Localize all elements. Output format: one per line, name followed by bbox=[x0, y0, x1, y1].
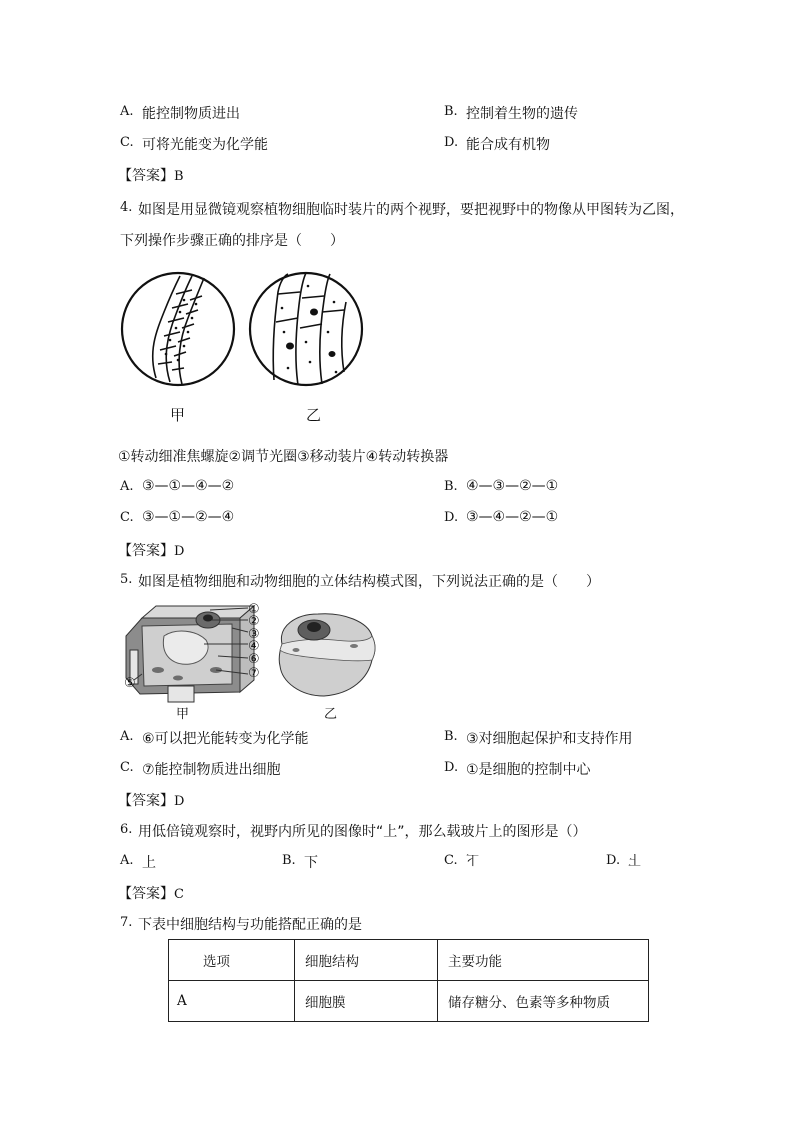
q4-option-c-letter: C. bbox=[120, 510, 134, 525]
q4-answer bbox=[118, 540, 184, 560]
q5-callout-5: ⑤ bbox=[124, 676, 136, 691]
q4-option-b-letter: B. bbox=[444, 479, 458, 494]
q5-number: 5. bbox=[120, 572, 133, 587]
q5-option-d-letter: D. bbox=[444, 760, 459, 775]
q6-option-b-letter: B. bbox=[282, 853, 296, 868]
q5-option-d: ①是细胞的控制中心 bbox=[466, 762, 591, 778]
q6-number: 6. bbox=[120, 822, 133, 837]
answer-label: 【答案】 bbox=[118, 543, 174, 559]
q4-option-d-letter: D. bbox=[444, 510, 459, 525]
q3-answer-value: B bbox=[174, 169, 184, 184]
q4-fig-right-label: 乙 bbox=[306, 406, 322, 424]
q7-number: 7. bbox=[120, 915, 133, 930]
q4-option-a: ③—①—④—② bbox=[142, 478, 235, 494]
q6-option-c-letter: C. bbox=[444, 853, 458, 868]
table-header-cell: 细胞结构 bbox=[295, 940, 438, 981]
q5-answer-value: D bbox=[174, 794, 185, 809]
q3-option-d: 能合成有机物 bbox=[466, 137, 550, 153]
q5-option-a-letter: A. bbox=[120, 729, 134, 744]
table-header-cell: 选项 bbox=[169, 940, 295, 981]
q3-option-b-letter: B. bbox=[444, 104, 458, 119]
microscope-field-figure bbox=[118, 272, 368, 392]
q5-callout-2: ② bbox=[248, 614, 260, 629]
q3-answer bbox=[118, 165, 184, 185]
q6-answer bbox=[118, 883, 184, 903]
q6-answer-value: C bbox=[174, 887, 184, 902]
table-row bbox=[169, 981, 649, 1022]
q5-fig-right-label: 乙 bbox=[324, 707, 338, 722]
q4-option-b: ④—③—②—① bbox=[466, 478, 559, 494]
q5-stem: 如图是植物细胞和动物细胞的立体结构模式图，下列说法正确的是（ ） bbox=[138, 574, 600, 590]
table-cell: A bbox=[169, 981, 295, 1022]
q4-answer-value: D bbox=[174, 544, 185, 559]
q3-option-b: 控制着生物的遗传 bbox=[466, 106, 578, 122]
q5-option-c: ⑦能控制物质进出细胞 bbox=[142, 762, 281, 778]
q3-option-c-letter: C. bbox=[120, 135, 134, 150]
q5-callout-3: ③ bbox=[248, 627, 260, 642]
q4-fig-left-label: 甲 bbox=[170, 406, 186, 424]
q4-steps: ①转动细准焦螺旋②调节光圈③移动装片④转动转换器 bbox=[118, 449, 449, 465]
q5-option-c-letter: C. bbox=[120, 760, 134, 775]
answer-label: 【答案】 bbox=[118, 793, 174, 809]
q6-option-c-glyph: 下 bbox=[466, 854, 480, 869]
q3-option-d-letter: D. bbox=[444, 135, 459, 150]
q5-callout-7: ⑦ bbox=[248, 666, 260, 681]
q6-option-d-letter: D. bbox=[606, 853, 621, 868]
q5-answer bbox=[118, 790, 184, 810]
answer-label: 【答案】 bbox=[118, 886, 174, 902]
q3-option-a-letter: A. bbox=[120, 104, 134, 119]
table-header-cell: 主要功能 bbox=[438, 940, 649, 981]
q4-number: 4. bbox=[120, 200, 133, 215]
q5-option-a: ⑥可以把光能转变为化学能 bbox=[142, 731, 309, 747]
q6-option-d-glyph: 上 bbox=[628, 854, 642, 869]
q4-stem-line1: 如图是用显微镜观察植物细胞临时装片的两个视野，要把视野中的物像从甲图转为乙图， bbox=[138, 202, 684, 218]
q5-option-b-letter: B. bbox=[444, 729, 458, 744]
q7-stem: 下表中细胞结构与功能搭配正确的是 bbox=[138, 917, 362, 933]
q5-fig-left-label: 甲 bbox=[176, 707, 190, 722]
table-header-row bbox=[169, 940, 649, 981]
q3-option-a: 能控制物质进出 bbox=[142, 106, 240, 122]
q4-option-a-letter: A. bbox=[120, 479, 134, 494]
q6-stem: 用低倍镜观察时，视野内所见的图像时“上”，那么载玻片上的图形是（） bbox=[138, 824, 587, 840]
q6-option-a-letter: A. bbox=[120, 853, 134, 868]
q4-option-d: ③—④—②—① bbox=[466, 509, 559, 525]
q5-callout-1: ① bbox=[248, 602, 260, 617]
answer-label: 【答案】 bbox=[118, 168, 174, 184]
q4-option-c: ③—①—②—④ bbox=[142, 509, 235, 525]
q5-callout-4: ④ bbox=[248, 639, 260, 654]
q6-option-b: 下 bbox=[304, 855, 318, 871]
q3-option-c: 可将光能变为化学能 bbox=[142, 137, 268, 153]
q7-table bbox=[168, 939, 649, 1022]
q5-option-b: ③对细胞起保护和支持作用 bbox=[466, 731, 633, 747]
q4-stem-line2: 下列操作步骤正确的排序是（ ） bbox=[120, 233, 344, 249]
table-cell: 储存糖分、色素等多种物质 bbox=[438, 981, 649, 1022]
q5-callout-6: ⑥ bbox=[248, 652, 260, 667]
q6-option-a: 上 bbox=[142, 855, 156, 871]
table-cell: 细胞膜 bbox=[295, 981, 438, 1022]
